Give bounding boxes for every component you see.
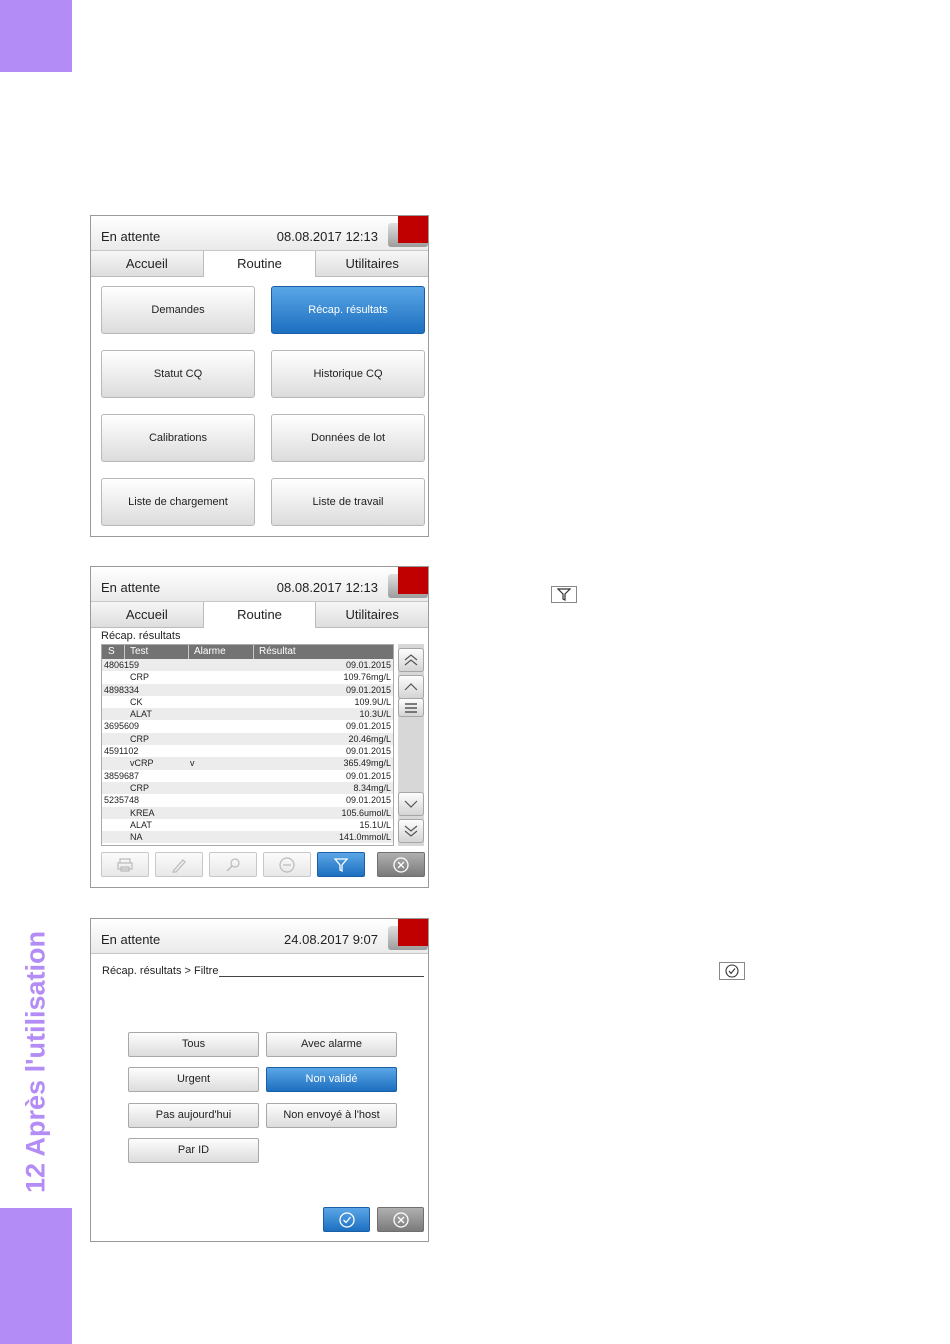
table-row[interactable] (102, 684, 393, 696)
screen-routine-menu (90, 215, 429, 537)
cell-sample-id: 4898334 (104, 684, 140, 695)
recap-resultats-button[interactable]: Récap. résultats (271, 286, 425, 334)
statut-cq-button[interactable]: Statut CQ (101, 350, 255, 398)
breadcrumb-divider (219, 976, 424, 977)
cell-result: 365.49mg/L (343, 758, 391, 769)
cancel-button[interactable] (377, 1207, 424, 1232)
confirm-button[interactable] (323, 1207, 370, 1232)
alert-indicator[interactable] (398, 216, 428, 243)
scroll-thumb[interactable] (398, 698, 424, 717)
cell-alarm: v (190, 758, 195, 769)
status-bar (91, 919, 428, 954)
status-datetime: 08.08.2017 12:13 (276, 229, 378, 244)
col-test: Test (130, 646, 149, 657)
tab-bar (91, 251, 428, 277)
status-text: En attente (101, 932, 161, 947)
filter-button[interactable] (317, 852, 365, 877)
donnees-de-lot-button[interactable]: Données de lot (271, 414, 425, 462)
cell-sample-id: 5235748 (104, 795, 140, 806)
cell-result: 09.01.2015 (345, 746, 391, 757)
cell-result: 20.46mg/L (348, 733, 391, 744)
cell-result: 141.0mmol/L (338, 832, 391, 843)
screen-results-filter (90, 918, 429, 1242)
tab-accueil[interactable]: Accueil (91, 602, 204, 628)
tab-routine[interactable]: Routine (204, 251, 317, 277)
scroll-top-button[interactable] (398, 648, 424, 672)
search-button[interactable] (209, 852, 257, 877)
chevron-down-icon (403, 798, 419, 810)
check-circle-icon (338, 1211, 356, 1229)
scroll-bottom-button[interactable] (398, 819, 424, 843)
cell-test: CK (130, 696, 143, 707)
cell-result: 15.1U/L (359, 819, 391, 830)
cell-test: KREA (130, 807, 155, 818)
table-row[interactable] (102, 659, 393, 671)
liste-de-travail-button[interactable]: Liste de travail (271, 478, 425, 526)
table-row[interactable] (102, 696, 393, 708)
scroll-up-button[interactable] (398, 675, 424, 699)
filter-non-envoye-button[interactable]: Non envoyé à l'host (266, 1103, 397, 1128)
tab-accueil[interactable]: Accueil (91, 251, 204, 277)
cell-result: 105.6umol/L (341, 807, 391, 818)
cell-test: CRP (130, 733, 150, 744)
cell-test: CRP (130, 672, 150, 683)
cell-test: ALAT (130, 819, 152, 830)
cell-test: vCRP (130, 758, 154, 769)
tab-routine[interactable]: Routine (204, 602, 317, 628)
table-body (102, 659, 393, 843)
edit-button[interactable] (155, 852, 203, 877)
print-button[interactable] (101, 852, 149, 877)
breadcrumb: Récap. résultats > Filtre (102, 965, 219, 977)
chapter-title: 12 Après l'utilisation (20, 931, 51, 1193)
table-row[interactable] (102, 831, 393, 843)
table-row[interactable] (102, 733, 393, 745)
pencil-icon (170, 857, 188, 873)
col-alarme: Alarme (194, 646, 226, 657)
status-bar (91, 216, 428, 251)
status-datetime: 24.08.2017 9:07 (284, 932, 378, 947)
chapter-tab-bottom (0, 1208, 72, 1344)
table-row[interactable] (102, 819, 393, 831)
tab-utilitaires[interactable]: Utilitaires (316, 602, 428, 628)
cell-test: NA (130, 832, 143, 843)
printer-icon (116, 857, 134, 873)
cell-sample-id: 3695609 (104, 721, 140, 732)
status-datetime: 08.08.2017 12:13 (276, 580, 378, 595)
table-row[interactable] (102, 770, 393, 782)
filter-avec-alarme-button[interactable]: Avec alarme (266, 1032, 397, 1057)
close-circle-icon (392, 856, 410, 874)
cell-test: CRP (130, 782, 150, 793)
filter-icon (333, 857, 349, 873)
table-row[interactable] (102, 794, 393, 806)
cell-result: 109.76mg/L (343, 672, 391, 683)
close-circle-icon (392, 1211, 410, 1229)
demandes-button[interactable]: Demandes (101, 286, 255, 334)
cell-result: 09.01.2015 (345, 770, 391, 781)
cell-result: 09.01.2015 (345, 660, 391, 670)
table-row[interactable] (102, 708, 393, 720)
table-row[interactable] (102, 782, 393, 794)
results-table (101, 644, 394, 846)
cell-result: 109.9U/L (354, 696, 391, 707)
tab-bar (91, 602, 428, 628)
filter-icon (551, 586, 577, 603)
calibrations-button[interactable]: Calibrations (101, 414, 255, 462)
filter-non-valide-button[interactable]: Non validé (266, 1067, 397, 1092)
table-header (102, 645, 393, 659)
remove-button[interactable] (263, 852, 311, 877)
status-text: En attente (101, 580, 161, 595)
section-title: Récap. résultats (101, 630, 181, 642)
status-bar (91, 567, 428, 602)
table-row[interactable] (102, 720, 393, 732)
cell-sample-id: 4591102 (104, 746, 139, 757)
chevron-up-icon (403, 681, 419, 693)
filter-par-id-button[interactable]: Par ID (128, 1138, 259, 1163)
filter-tous-button[interactable]: Tous (128, 1032, 259, 1057)
menu-lines-icon (403, 702, 419, 714)
cell-sample-id: 4806159 (104, 660, 140, 670)
cell-result: 09.01.2015 (345, 721, 391, 732)
minus-circle-icon (278, 856, 296, 874)
screen-results-recap (90, 566, 429, 888)
table-row[interactable] (102, 757, 393, 769)
filter-urgent-button[interactable]: Urgent (128, 1067, 259, 1092)
cell-sample-id: 3859687 (104, 770, 140, 781)
liste-de-chargement-button[interactable]: Liste de chargement (101, 478, 255, 526)
table-row[interactable] (102, 807, 393, 819)
confirm-icon (719, 962, 745, 980)
double-chevron-up-icon (403, 653, 419, 667)
alert-indicator[interactable] (398, 919, 428, 946)
cell-result: 09.01.2015 (345, 684, 391, 695)
scrollbar[interactable] (398, 644, 424, 846)
cell-result: 09.01.2015 (345, 795, 391, 806)
status-text: En attente (101, 229, 161, 244)
cell-result: 8.34mg/L (353, 782, 391, 793)
col-resultat: Résultat (259, 646, 296, 657)
chapter-tab-top (0, 0, 72, 72)
close-button[interactable] (377, 852, 425, 877)
alert-indicator[interactable] (398, 567, 428, 594)
double-chevron-down-icon (403, 824, 419, 838)
scroll-down-button[interactable] (398, 792, 424, 816)
table-row[interactable] (102, 671, 393, 683)
col-s: S (108, 646, 115, 657)
tab-utilitaires[interactable]: Utilitaires (316, 251, 428, 277)
table-row[interactable] (102, 745, 393, 757)
cell-result: 10.3U/L (359, 709, 391, 720)
historique-cq-button[interactable]: Historique CQ (271, 350, 425, 398)
cell-test: ALAT (130, 709, 152, 720)
search-icon (224, 857, 242, 873)
filter-pas-aujourdhui-button[interactable]: Pas aujourd'hui (128, 1103, 259, 1128)
